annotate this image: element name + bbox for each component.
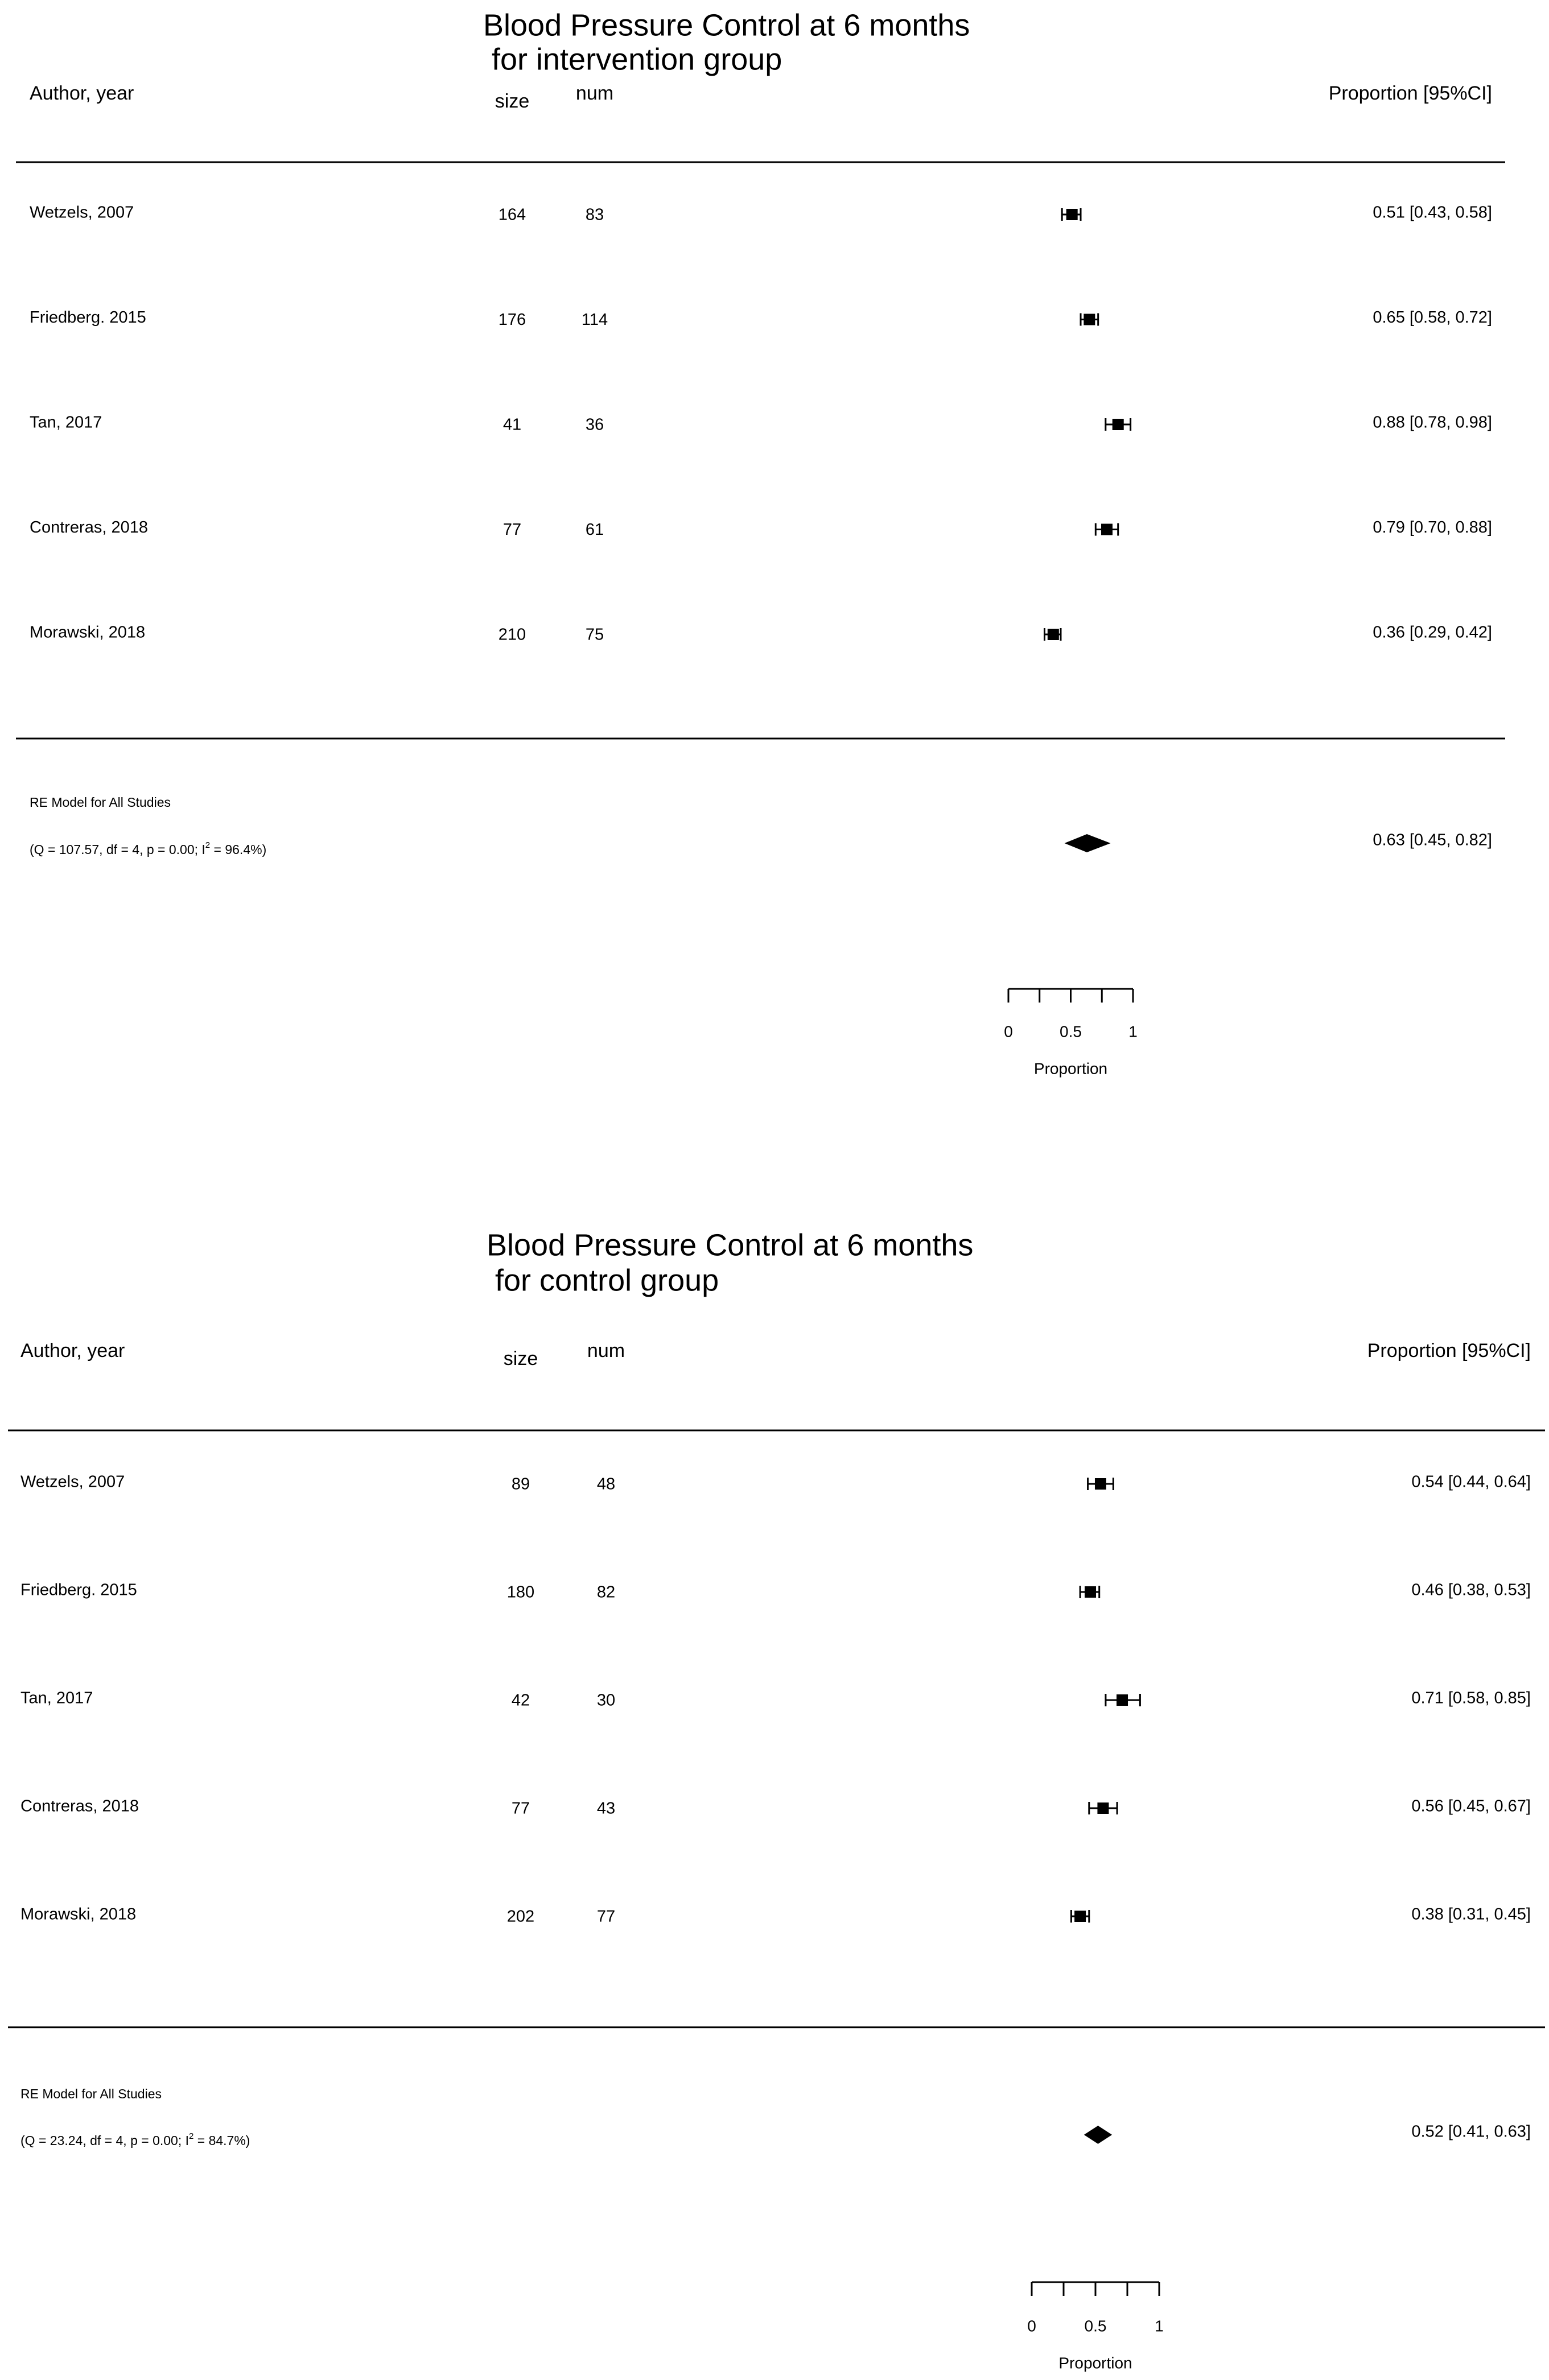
study-estimate-label: 0.54 [0.44, 0.64] <box>1411 1472 1531 1491</box>
study-estimate-label: 0.56 [0.45, 0.67] <box>1411 1797 1531 1816</box>
study-estimate-label: 0.71 [0.58, 0.85] <box>1411 1689 1531 1707</box>
study-author: Morawski, 2018 <box>20 1905 137 1924</box>
study-size: 42 <box>511 1691 530 1710</box>
summary-estimate-label: 0.63 [0.45, 0.82] <box>1373 831 1492 849</box>
heterogeneity-stats-text: = 96.4%) <box>210 842 267 857</box>
chart-subtitle: for intervention group <box>492 42 782 77</box>
column-header-author: Author, year <box>20 1339 125 1362</box>
point-estimate-square <box>1074 1911 1086 1922</box>
study-estimate-label: 0.46 [0.38, 0.53] <box>1411 1581 1531 1599</box>
heterogeneity-stats <box>30 840 266 857</box>
heterogeneity-stats-text: (Q = 23.24, df = 4, p = 0.00; I <box>20 2133 189 2148</box>
study-author: Morawski, 2018 <box>30 623 146 642</box>
study-size: 176 <box>498 311 526 329</box>
study-estimate-label: 0.88 [0.78, 0.98] <box>1373 413 1492 432</box>
column-header-author: Author, year <box>30 82 134 104</box>
study-size: 41 <box>502 415 522 434</box>
point-estimate-square <box>1113 419 1124 430</box>
study-author: Tan, 2017 <box>30 413 102 432</box>
heterogeneity-stats-superscript: 2 <box>205 840 211 850</box>
study-estimate-label: 0.38 [0.31, 0.45] <box>1411 1905 1531 1924</box>
point-estimate-square <box>1048 629 1059 640</box>
point-estimate-square <box>1066 209 1078 220</box>
study-num: 77 <box>596 1907 616 1926</box>
study-author: Tan, 2017 <box>20 1689 93 1707</box>
x-axis-tick-label: 1 <box>1155 2317 1164 2335</box>
heterogeneity-stats-superscript: 2 <box>189 2131 194 2141</box>
study-author: Friedberg. 2015 <box>20 1581 137 1599</box>
column-header-estimate: Proportion [95%CI] <box>1328 82 1492 104</box>
study-num: 82 <box>596 1583 616 1602</box>
column-header-size: size <box>503 1347 538 1370</box>
x-axis-tick-label: 0 <box>1027 2317 1036 2335</box>
study-size: 77 <box>511 1799 530 1818</box>
study-estimate-label: 0.65 [0.58, 0.72] <box>1373 308 1492 327</box>
study-num: 61 <box>585 521 604 539</box>
study-estimate-label: 0.79 [0.70, 0.88] <box>1373 518 1492 537</box>
study-estimate-label: 0.51 [0.43, 0.58] <box>1373 203 1492 222</box>
study-size: 210 <box>498 625 526 644</box>
study-size: 164 <box>498 205 526 224</box>
x-axis <box>1027 2282 1164 2371</box>
study-estimate-label: 0.36 [0.29, 0.42] <box>1373 623 1492 642</box>
study-size: 89 <box>511 1475 530 1494</box>
study-author: Friedberg. 2015 <box>30 308 146 327</box>
heterogeneity-stats <box>20 2131 250 2148</box>
study-size: 202 <box>506 1907 535 1926</box>
chart-title: Blood Pressure Control at 6 months <box>487 1228 974 1263</box>
study-num: 75 <box>585 625 604 644</box>
column-header-size: size <box>495 90 530 112</box>
study-author: Contreras, 2018 <box>30 518 148 537</box>
column-header-num: num <box>587 1339 625 1362</box>
heterogeneity-stats-text: (Q = 107.57, df = 4, p = 0.00; I <box>30 842 205 857</box>
summary-estimate-label: 0.52 [0.41, 0.63] <box>1411 2122 1531 2141</box>
study-num: 114 <box>581 311 608 329</box>
study-size: 180 <box>506 1583 535 1602</box>
point-estimate-square <box>1097 1802 1109 1814</box>
study-num: 43 <box>596 1799 616 1818</box>
x-axis-label: Proportion <box>1058 2354 1132 2372</box>
study-author: Contreras, 2018 <box>20 1797 139 1816</box>
study-size: 77 <box>502 521 522 539</box>
chart-subtitle: for control group <box>495 1263 719 1298</box>
x-axis-label: Proportion <box>1033 1059 1108 1078</box>
column-header-estimate: Proportion [95%CI] <box>1367 1339 1531 1362</box>
point-estimate-square <box>1117 1694 1128 1706</box>
point-estimate-square <box>1101 524 1113 535</box>
study-author: Wetzels, 2007 <box>20 1472 125 1491</box>
study-num: 36 <box>585 415 604 434</box>
summary-diamond <box>1084 2126 1112 2144</box>
summary-label: RE Model for All Studies <box>30 795 171 810</box>
forest-plot-panel <box>16 8 1505 1077</box>
point-estimate-square <box>1084 314 1095 325</box>
point-estimate-square <box>1095 1478 1106 1490</box>
x-axis-tick-label: 1 <box>1128 1022 1138 1041</box>
summary-diamond <box>1065 834 1111 852</box>
x-axis-tick-label: 0.5 <box>1060 1022 1082 1041</box>
heterogeneity-stats-text: = 84.7%) <box>193 2133 250 2148</box>
point-estimate-square <box>1085 1586 1096 1598</box>
chart-title: Blood Pressure Control at 6 months <box>483 8 970 43</box>
x-axis-tick-label: 0 <box>1004 1022 1013 1041</box>
study-num: 48 <box>596 1475 616 1494</box>
study-num: 83 <box>585 205 604 224</box>
summary-label: RE Model for All Studies <box>20 2086 162 2102</box>
column-header-num: num <box>575 82 614 104</box>
x-axis-tick-label: 0.5 <box>1084 2317 1107 2335</box>
study-num: 30 <box>596 1691 616 1710</box>
forest-plot-panel <box>8 1228 1545 2371</box>
x-axis <box>1004 989 1138 1077</box>
study-author: Wetzels, 2007 <box>30 203 134 222</box>
